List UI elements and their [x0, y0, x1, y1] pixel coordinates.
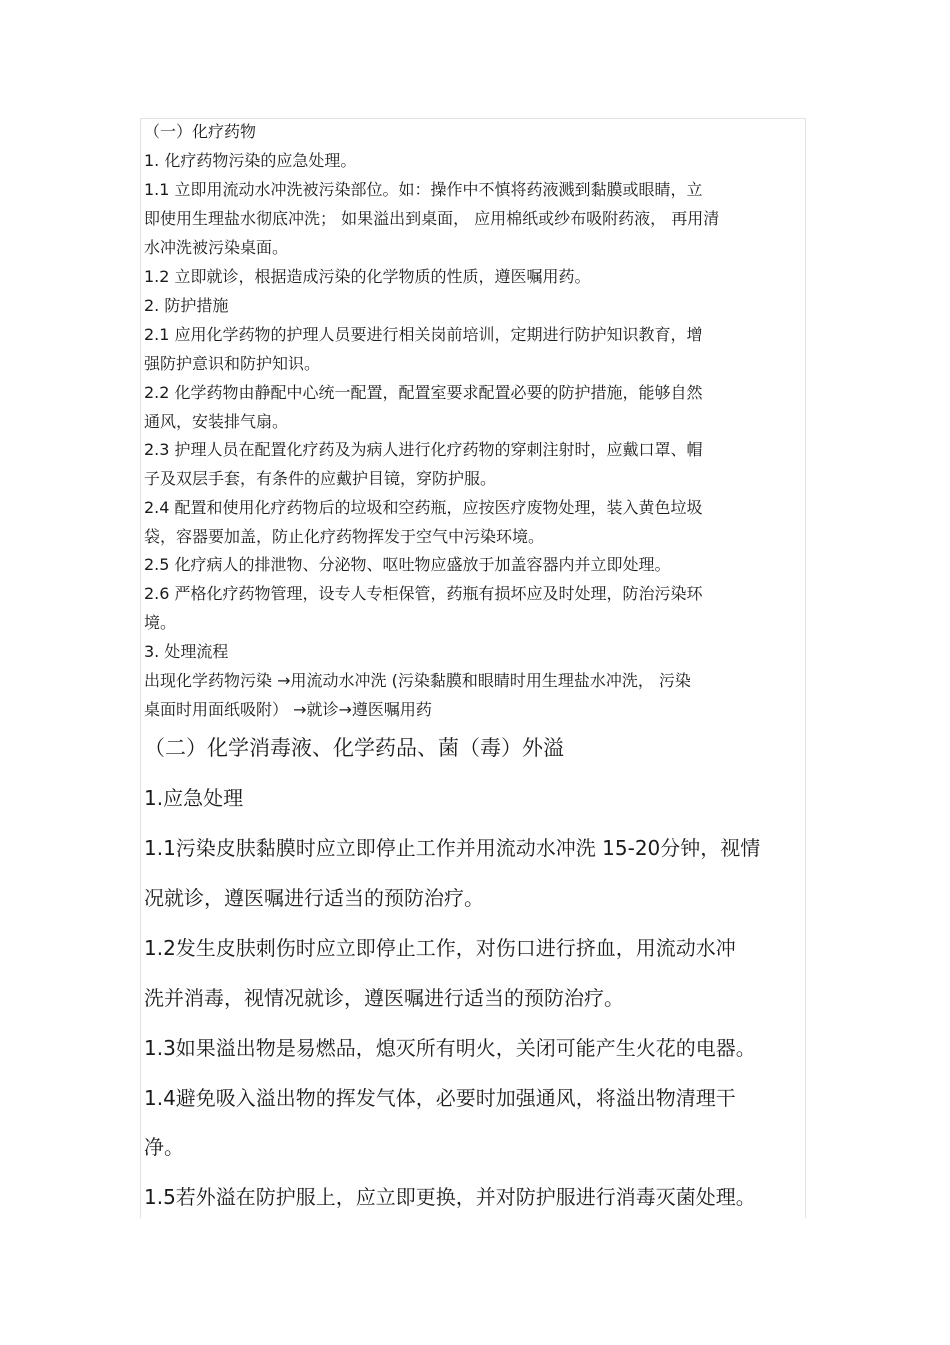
section2-line: 1.5若外溢在防护服上，应立即更换，并对防护服进行消毒灭菌处理。	[144, 1185, 756, 1209]
section2-line: 1.1污染皮肤黏膜时应立即停止工作并用流动水冲洗 15-20分钟，视情	[144, 836, 761, 860]
section1-line: 1. 化疗药物污染的应急处理。	[144, 151, 357, 170]
section2-line: 1.4避免吸入溢出物的挥发气体，必要时加强通风，将溢出物清理干	[144, 1086, 736, 1110]
section2-line: 洗并消毒，视情况就诊，遵医嘱进行适当的预防治疗。	[144, 986, 624, 1010]
section1-line: 袋，容器要加盖，防止化疗药物挥发于空气中污染环境。	[144, 527, 545, 546]
section2-title: （二）化学消毒液、化学药品、菌（毒）外溢	[144, 736, 564, 760]
section1-line: 1.2 立即就诊，根据造成污染的化学物质的性质，遵医嘱用药。	[144, 267, 591, 286]
section1-line: 水冲洗被污染桌面。	[144, 238, 289, 257]
section2-line: 1.3如果溢出物是易燃品，熄灭所有明火，关闭可能产生火花的电器。	[144, 1036, 756, 1060]
section1-line: 2.3 护理人员在配置化疗药及为病人进行化疗药物的穿刺注射时，应戴口罩、帽	[144, 440, 703, 459]
section1-line: 子及双层手套，有条件的应戴护目镜，穿防护服。	[144, 469, 497, 488]
section1-line: 出现化学药物污染 →用流动水冲洗 (污染黏膜和眼睛时用生理盐水冲洗， 污染	[144, 671, 691, 690]
section1-line: 2.6 严格化疗药物管理，设专人专柜保管，药瓶有损坏应及时处理，防治污染环	[144, 584, 703, 603]
section2-line: 净。	[144, 1135, 184, 1159]
section1-line: 通风，安装排气扇。	[144, 412, 289, 431]
section1-line: 境。	[144, 613, 177, 632]
section1-line: 桌面时用面纸吸附） →就诊→遵医嘱用药	[144, 700, 432, 719]
section1-line: 3. 处理流程	[144, 642, 229, 661]
section2-line: 1.应急处理	[144, 786, 244, 810]
section1-line: 1.1 立即用流动水冲洗被污染部位。如：操作中不慎将药液溅到黏膜或眼睛，立	[144, 180, 703, 199]
section1-line: 2. 防护措施	[144, 296, 229, 315]
section1-title: （一）化疗药物	[144, 122, 257, 141]
section1-line: 2.5 化疗病人的排泄物、分泌物、呕吐物应盛放于加盖容器内并立即处理。	[144, 555, 671, 574]
section1-line: 即使用生理盐水彻底冲洗； 如果溢出到桌面， 应用棉纸或纱布吸附药液， 再用清	[144, 209, 720, 228]
section1-line: 2.1 应用化学药物的护理人员要进行相关岗前培训，定期进行防护知识教育，增	[144, 325, 703, 344]
section2-line: 1.2发生皮肤刺伤时应立即停止工作，对伤口进行挤血，用流动水冲	[144, 936, 736, 960]
section2-line: 况就诊，遵医嘱进行适当的预防治疗。	[144, 886, 484, 910]
section1-line: 2.2 化学药物由静配中心统一配置，配置室要求配置必要的防护措施，能够自然	[144, 383, 703, 402]
section1-line: 强防护意识和防护知识。	[144, 354, 321, 373]
section1-line: 2.4 配置和使用化疗药物后的垃圾和空药瓶，应按医疗废物处理，装入黄色垃圾	[144, 498, 703, 517]
